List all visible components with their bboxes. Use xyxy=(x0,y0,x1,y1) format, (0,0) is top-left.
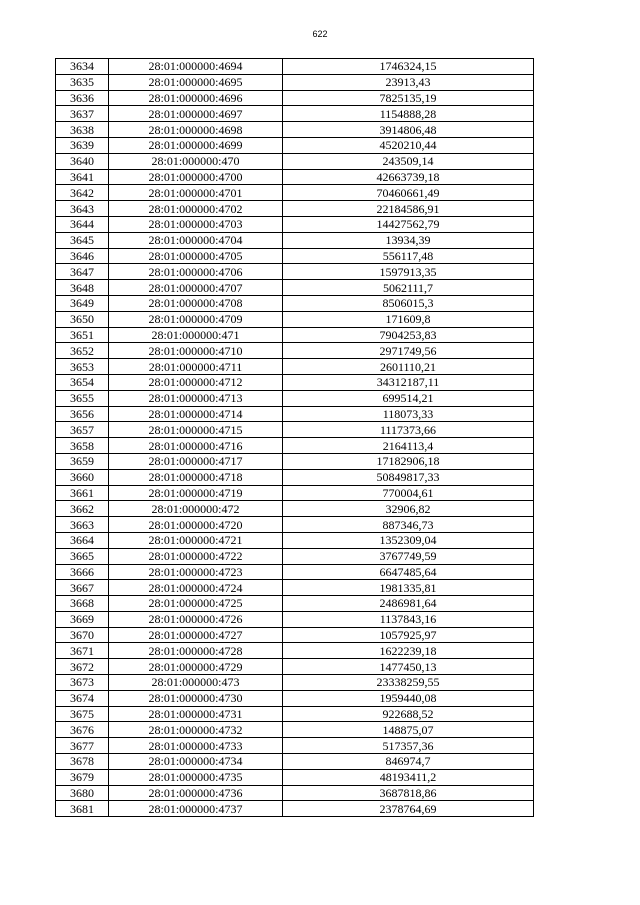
cadastral-number-cell: 28:01:000000:4698 xyxy=(109,122,283,138)
table-row xyxy=(56,738,534,754)
row-number-cell: 3652 xyxy=(56,343,109,359)
table-row xyxy=(56,169,534,185)
value-cell: 4520210,44 xyxy=(283,137,534,153)
cadastral-number-cell: 28:01:000000:4709 xyxy=(109,311,283,327)
cadastral-number-cell: 28:01:000000:4699 xyxy=(109,137,283,153)
row-number-cell: 3644 xyxy=(56,216,109,232)
table-row xyxy=(56,611,534,627)
table-body xyxy=(56,59,534,817)
value-cell: 1154888,28 xyxy=(283,106,534,122)
cadastral-number-cell: 28:01:000000:4715 xyxy=(109,422,283,438)
value-cell: 3687818,86 xyxy=(283,785,534,801)
cadastral-number-cell: 28:01:000000:4723 xyxy=(109,564,283,580)
table-row xyxy=(56,532,534,548)
table-row xyxy=(56,501,534,517)
value-cell: 2164113,4 xyxy=(283,438,534,454)
cadastral-number-cell: 28:01:000000:472 xyxy=(109,501,283,517)
row-number-cell: 3653 xyxy=(56,359,109,375)
value-cell: 3914806,48 xyxy=(283,122,534,138)
row-number-cell: 3680 xyxy=(56,785,109,801)
table-row xyxy=(56,74,534,90)
table-row xyxy=(56,106,534,122)
table-row xyxy=(56,659,534,675)
value-cell: 2971749,56 xyxy=(283,343,534,359)
cadastral-table xyxy=(55,58,534,817)
table-row xyxy=(56,201,534,217)
value-cell: 22184586,91 xyxy=(283,201,534,217)
value-cell: 7825135,19 xyxy=(283,90,534,106)
cadastral-number-cell: 28:01:000000:4716 xyxy=(109,438,283,454)
value-cell: 34312187,11 xyxy=(283,374,534,390)
table-row xyxy=(56,690,534,706)
value-cell: 50849817,33 xyxy=(283,469,534,485)
row-number-cell: 3670 xyxy=(56,627,109,643)
table-row xyxy=(56,517,534,533)
cadastral-number-cell: 28:01:000000:4710 xyxy=(109,343,283,359)
value-cell: 5062111,7 xyxy=(283,280,534,296)
table-row xyxy=(56,627,534,643)
table-row xyxy=(56,643,534,659)
cadastral-number-cell: 28:01:000000:4733 xyxy=(109,738,283,754)
table-row xyxy=(56,469,534,485)
table-row xyxy=(56,722,534,738)
value-cell: 1137843,16 xyxy=(283,611,534,627)
table-row xyxy=(56,248,534,264)
table-row xyxy=(56,232,534,248)
cadastral-number-cell: 28:01:000000:4736 xyxy=(109,785,283,801)
row-number-cell: 3656 xyxy=(56,406,109,422)
row-number-cell: 3647 xyxy=(56,264,109,280)
value-cell: 3767749,59 xyxy=(283,548,534,564)
row-number-cell: 3681 xyxy=(56,801,109,817)
value-cell: 23913,43 xyxy=(283,74,534,90)
row-number-cell: 3641 xyxy=(56,169,109,185)
cadastral-number-cell: 28:01:000000:4731 xyxy=(109,706,283,722)
cadastral-number-cell: 28:01:000000:4712 xyxy=(109,374,283,390)
value-cell: 2486981,64 xyxy=(283,596,534,612)
value-cell: 48193411,2 xyxy=(283,769,534,785)
cadastral-number-cell: 28:01:000000:470 xyxy=(109,153,283,169)
row-number-cell: 3672 xyxy=(56,659,109,675)
value-cell: 699514,21 xyxy=(283,390,534,406)
cadastral-number-cell: 28:01:000000:4708 xyxy=(109,295,283,311)
cadastral-number-cell: 28:01:000000:471 xyxy=(109,327,283,343)
value-cell: 42663739,18 xyxy=(283,169,534,185)
row-number-cell: 3648 xyxy=(56,280,109,296)
row-number-cell: 3638 xyxy=(56,122,109,138)
cadastral-number-cell: 28:01:000000:4703 xyxy=(109,216,283,232)
table-row xyxy=(56,216,534,232)
value-cell: 1746324,15 xyxy=(283,59,534,75)
table-row xyxy=(56,90,534,106)
table-row xyxy=(56,706,534,722)
row-number-cell: 3666 xyxy=(56,564,109,580)
table-row xyxy=(56,374,534,390)
row-number-cell: 3649 xyxy=(56,295,109,311)
value-cell: 1959440,08 xyxy=(283,690,534,706)
table-row xyxy=(56,754,534,770)
value-cell: 8506015,3 xyxy=(283,295,534,311)
row-number-cell: 3662 xyxy=(56,501,109,517)
cadastral-number-cell: 28:01:000000:4713 xyxy=(109,390,283,406)
value-cell: 2378764,69 xyxy=(283,801,534,817)
table-row xyxy=(56,422,534,438)
cadastral-number-cell: 28:01:000000:4734 xyxy=(109,754,283,770)
cadastral-number-cell: 28:01:000000:473 xyxy=(109,675,283,691)
cadastral-number-cell: 28:01:000000:4694 xyxy=(109,59,283,75)
row-number-cell: 3646 xyxy=(56,248,109,264)
value-cell: 556117,48 xyxy=(283,248,534,264)
value-cell: 171609,8 xyxy=(283,311,534,327)
table-row xyxy=(56,785,534,801)
cadastral-number-cell: 28:01:000000:4704 xyxy=(109,232,283,248)
table-row xyxy=(56,406,534,422)
table-row xyxy=(56,295,534,311)
cadastral-number-cell: 28:01:000000:4718 xyxy=(109,469,283,485)
value-cell: 1117373,66 xyxy=(283,422,534,438)
cadastral-number-cell: 28:01:000000:4725 xyxy=(109,596,283,612)
row-number-cell: 3660 xyxy=(56,469,109,485)
cadastral-number-cell: 28:01:000000:4729 xyxy=(109,659,283,675)
value-cell: 770004,61 xyxy=(283,485,534,501)
cadastral-number-cell: 28:01:000000:4717 xyxy=(109,453,283,469)
table-row xyxy=(56,264,534,280)
table-row xyxy=(56,596,534,612)
table-row xyxy=(56,343,534,359)
cadastral-number-cell: 28:01:000000:4714 xyxy=(109,406,283,422)
cadastral-number-cell: 28:01:000000:4728 xyxy=(109,643,283,659)
row-number-cell: 3673 xyxy=(56,675,109,691)
row-number-cell: 3679 xyxy=(56,769,109,785)
row-number-cell: 3676 xyxy=(56,722,109,738)
row-number-cell: 3637 xyxy=(56,106,109,122)
value-cell: 13934,39 xyxy=(283,232,534,248)
row-number-cell: 3661 xyxy=(56,485,109,501)
cadastral-number-cell: 28:01:000000:4711 xyxy=(109,359,283,375)
cadastral-number-cell: 28:01:000000:4724 xyxy=(109,580,283,596)
table-row xyxy=(56,564,534,580)
cadastral-number-cell: 28:01:000000:4720 xyxy=(109,517,283,533)
value-cell: 2601110,21 xyxy=(283,359,534,375)
table-row xyxy=(56,359,534,375)
cadastral-number-cell: 28:01:000000:4727 xyxy=(109,627,283,643)
row-number-cell: 3663 xyxy=(56,517,109,533)
row-number-cell: 3640 xyxy=(56,153,109,169)
table-row xyxy=(56,59,534,75)
table-row xyxy=(56,327,534,343)
value-cell: 32906,82 xyxy=(283,501,534,517)
value-cell: 1981335,81 xyxy=(283,580,534,596)
table-row xyxy=(56,153,534,169)
row-number-cell: 3658 xyxy=(56,438,109,454)
value-cell: 70460661,49 xyxy=(283,185,534,201)
value-cell: 14427562,79 xyxy=(283,216,534,232)
row-number-cell: 3667 xyxy=(56,580,109,596)
table-row xyxy=(56,185,534,201)
row-number-cell: 3668 xyxy=(56,596,109,612)
row-number-cell: 3675 xyxy=(56,706,109,722)
cadastral-number-cell: 28:01:000000:4705 xyxy=(109,248,283,264)
value-cell: 887346,73 xyxy=(283,517,534,533)
cadastral-number-cell: 28:01:000000:4706 xyxy=(109,264,283,280)
value-cell: 7904253,83 xyxy=(283,327,534,343)
row-number-cell: 3645 xyxy=(56,232,109,248)
value-cell: 922688,52 xyxy=(283,706,534,722)
row-number-cell: 3678 xyxy=(56,754,109,770)
value-cell: 517357,36 xyxy=(283,738,534,754)
row-number-cell: 3655 xyxy=(56,390,109,406)
row-number-cell: 3634 xyxy=(56,59,109,75)
row-number-cell: 3654 xyxy=(56,374,109,390)
row-number-cell: 3643 xyxy=(56,201,109,217)
value-cell: 243509,14 xyxy=(283,153,534,169)
row-number-cell: 3636 xyxy=(56,90,109,106)
row-number-cell: 3665 xyxy=(56,548,109,564)
cadastral-number-cell: 28:01:000000:4700 xyxy=(109,169,283,185)
row-number-cell: 3657 xyxy=(56,422,109,438)
table-row xyxy=(56,485,534,501)
row-number-cell: 3671 xyxy=(56,643,109,659)
cadastral-number-cell: 28:01:000000:4719 xyxy=(109,485,283,501)
table-row xyxy=(56,311,534,327)
cadastral-number-cell: 28:01:000000:4735 xyxy=(109,769,283,785)
cadastral-number-cell: 28:01:000000:4697 xyxy=(109,106,283,122)
value-cell: 17182906,18 xyxy=(283,453,534,469)
table-row xyxy=(56,548,534,564)
row-number-cell: 3659 xyxy=(56,453,109,469)
row-number-cell: 3639 xyxy=(56,137,109,153)
cadastral-number-cell: 28:01:000000:4722 xyxy=(109,548,283,564)
value-cell: 1352309,04 xyxy=(283,532,534,548)
value-cell: 6647485,64 xyxy=(283,564,534,580)
table-row xyxy=(56,801,534,817)
value-cell: 148875,07 xyxy=(283,722,534,738)
cadastral-number-cell: 28:01:000000:4730 xyxy=(109,690,283,706)
table-row xyxy=(56,438,534,454)
cadastral-number-cell: 28:01:000000:4737 xyxy=(109,801,283,817)
value-cell: 1477450,13 xyxy=(283,659,534,675)
table-row xyxy=(56,137,534,153)
table-row xyxy=(56,769,534,785)
table-row xyxy=(56,453,534,469)
row-number-cell: 3651 xyxy=(56,327,109,343)
value-cell: 23338259,55 xyxy=(283,675,534,691)
row-number-cell: 3677 xyxy=(56,738,109,754)
row-number-cell: 3635 xyxy=(56,74,109,90)
row-number-cell: 3650 xyxy=(56,311,109,327)
row-number-cell: 3664 xyxy=(56,532,109,548)
page-number: 622 xyxy=(312,29,328,39)
value-cell: 846974,7 xyxy=(283,754,534,770)
row-number-cell: 3669 xyxy=(56,611,109,627)
cadastral-number-cell: 28:01:000000:4707 xyxy=(109,280,283,296)
cadastral-number-cell: 28:01:000000:4695 xyxy=(109,74,283,90)
value-cell: 1622239,18 xyxy=(283,643,534,659)
cadastral-number-cell: 28:01:000000:4696 xyxy=(109,90,283,106)
cadastral-number-cell: 28:01:000000:4726 xyxy=(109,611,283,627)
cadastral-number-cell: 28:01:000000:4701 xyxy=(109,185,283,201)
value-cell: 118073,33 xyxy=(283,406,534,422)
table-row xyxy=(56,390,534,406)
table-row xyxy=(56,675,534,691)
value-cell: 1057925,97 xyxy=(283,627,534,643)
value-cell: 1597913,35 xyxy=(283,264,534,280)
row-number-cell: 3642 xyxy=(56,185,109,201)
table-row xyxy=(56,280,534,296)
table-row xyxy=(56,122,534,138)
cadastral-number-cell: 28:01:000000:4732 xyxy=(109,722,283,738)
row-number-cell: 3674 xyxy=(56,690,109,706)
cadastral-number-cell: 28:01:000000:4721 xyxy=(109,532,283,548)
cadastral-number-cell: 28:01:000000:4702 xyxy=(109,201,283,217)
table-row xyxy=(56,580,534,596)
